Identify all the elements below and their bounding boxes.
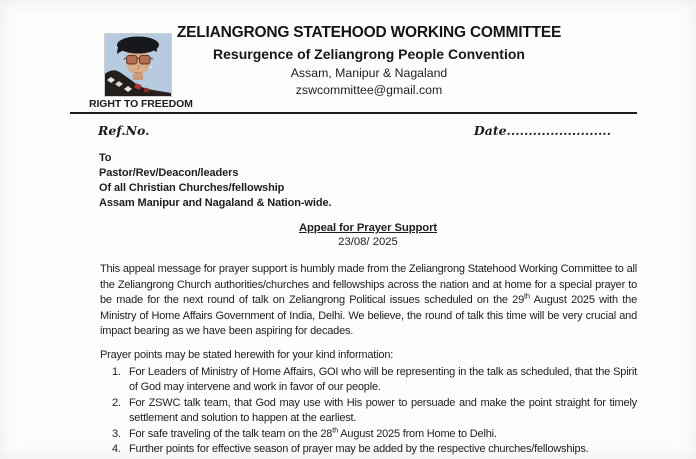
recipient-block xyxy=(99,151,636,211)
letterhead xyxy=(0,0,696,112)
subject-heading: Appeal for Prayer Support xyxy=(298,222,438,234)
list-item-text xyxy=(129,424,637,442)
ref-no-label: Ref.No. xyxy=(98,123,150,138)
subject-block xyxy=(100,222,636,248)
body-paragraph-text-1: This appeal message for prayer support is humbly made from the Zeliangrong Statehood Working Committee to all the Zeliangrong Church authorities/churches and fellowships across the nation and at home for a special prayer to be made for the next round of talk on Zeliangrong Political issues scheduled on the 29 xyxy=(100,263,637,307)
header-divider xyxy=(70,112,637,114)
ordinal-superscript: th xyxy=(332,424,339,434)
organization-title: ZELIANGRONG STATEHOOD WORKING COMMITTEE xyxy=(176,24,562,41)
ordinal-superscript: th xyxy=(524,291,530,301)
list-item-number: 2. xyxy=(112,396,121,409)
list-item xyxy=(112,442,637,457)
prayer-points-list xyxy=(112,365,637,457)
recipient-salutation: To xyxy=(99,152,112,164)
organization-region: Assam, Manipur & Nagaland xyxy=(290,66,448,80)
body-paragraph xyxy=(100,262,637,340)
list-item-text: For Leaders of Ministry of Home Affairs, GOI who will be representing in the talk as scheduled, that the Spirit of God may intervene and work in favor of our people. xyxy=(129,365,637,394)
list-item-text-1: For safe traveling of the talk team on the 28 xyxy=(129,427,333,440)
body-paragraph-text-2: August 2025 with the Ministry of Home Affairs Government of India, Delhi. We believe, the round of talk this time will be very crucial and impact bearing as we have been aspiring for decades. xyxy=(100,294,637,338)
list-item-text: For ZSWC talk team, that God may use with His power to persuade and make the point straight for timely settlement and solution to happen at the earliest. xyxy=(129,396,637,425)
list-item-text: Further points for effective season of prayer may be added by the respective churches/fellowships. xyxy=(129,443,589,455)
list-item-number: 3. xyxy=(112,427,121,440)
list-item xyxy=(112,424,637,442)
recipient-line-3: Assam Manipur and Nagaland & Nation-wide. xyxy=(99,197,332,209)
logo-caption: RIGHT TO FREEDOM xyxy=(89,98,193,110)
letterhead-text xyxy=(100,24,638,97)
recipient-line-1: Pastor/Rev/Deacon/leaders xyxy=(99,167,239,179)
organization-email: zswcommittee@gmail.com xyxy=(295,83,443,97)
subject-date: 23/08/ 2025 xyxy=(338,236,398,248)
reference-row xyxy=(98,123,611,138)
date-label: Date........................ xyxy=(473,123,611,138)
prayer-points-intro: Prayer points may be stated herewith for your kind information: xyxy=(100,348,394,361)
list-item-number: 1. xyxy=(112,365,121,378)
list-item xyxy=(112,396,637,427)
list-item-number: 4. xyxy=(112,443,121,455)
organization-subtitle: Resurgence of Zeliangrong People Convention xyxy=(213,46,525,62)
list-item xyxy=(112,365,637,396)
list-item-text-2: August 2025 from Home to Delhi. xyxy=(338,427,497,440)
recipient-line-2: Of all Christian Churches/fellowship xyxy=(99,182,285,194)
